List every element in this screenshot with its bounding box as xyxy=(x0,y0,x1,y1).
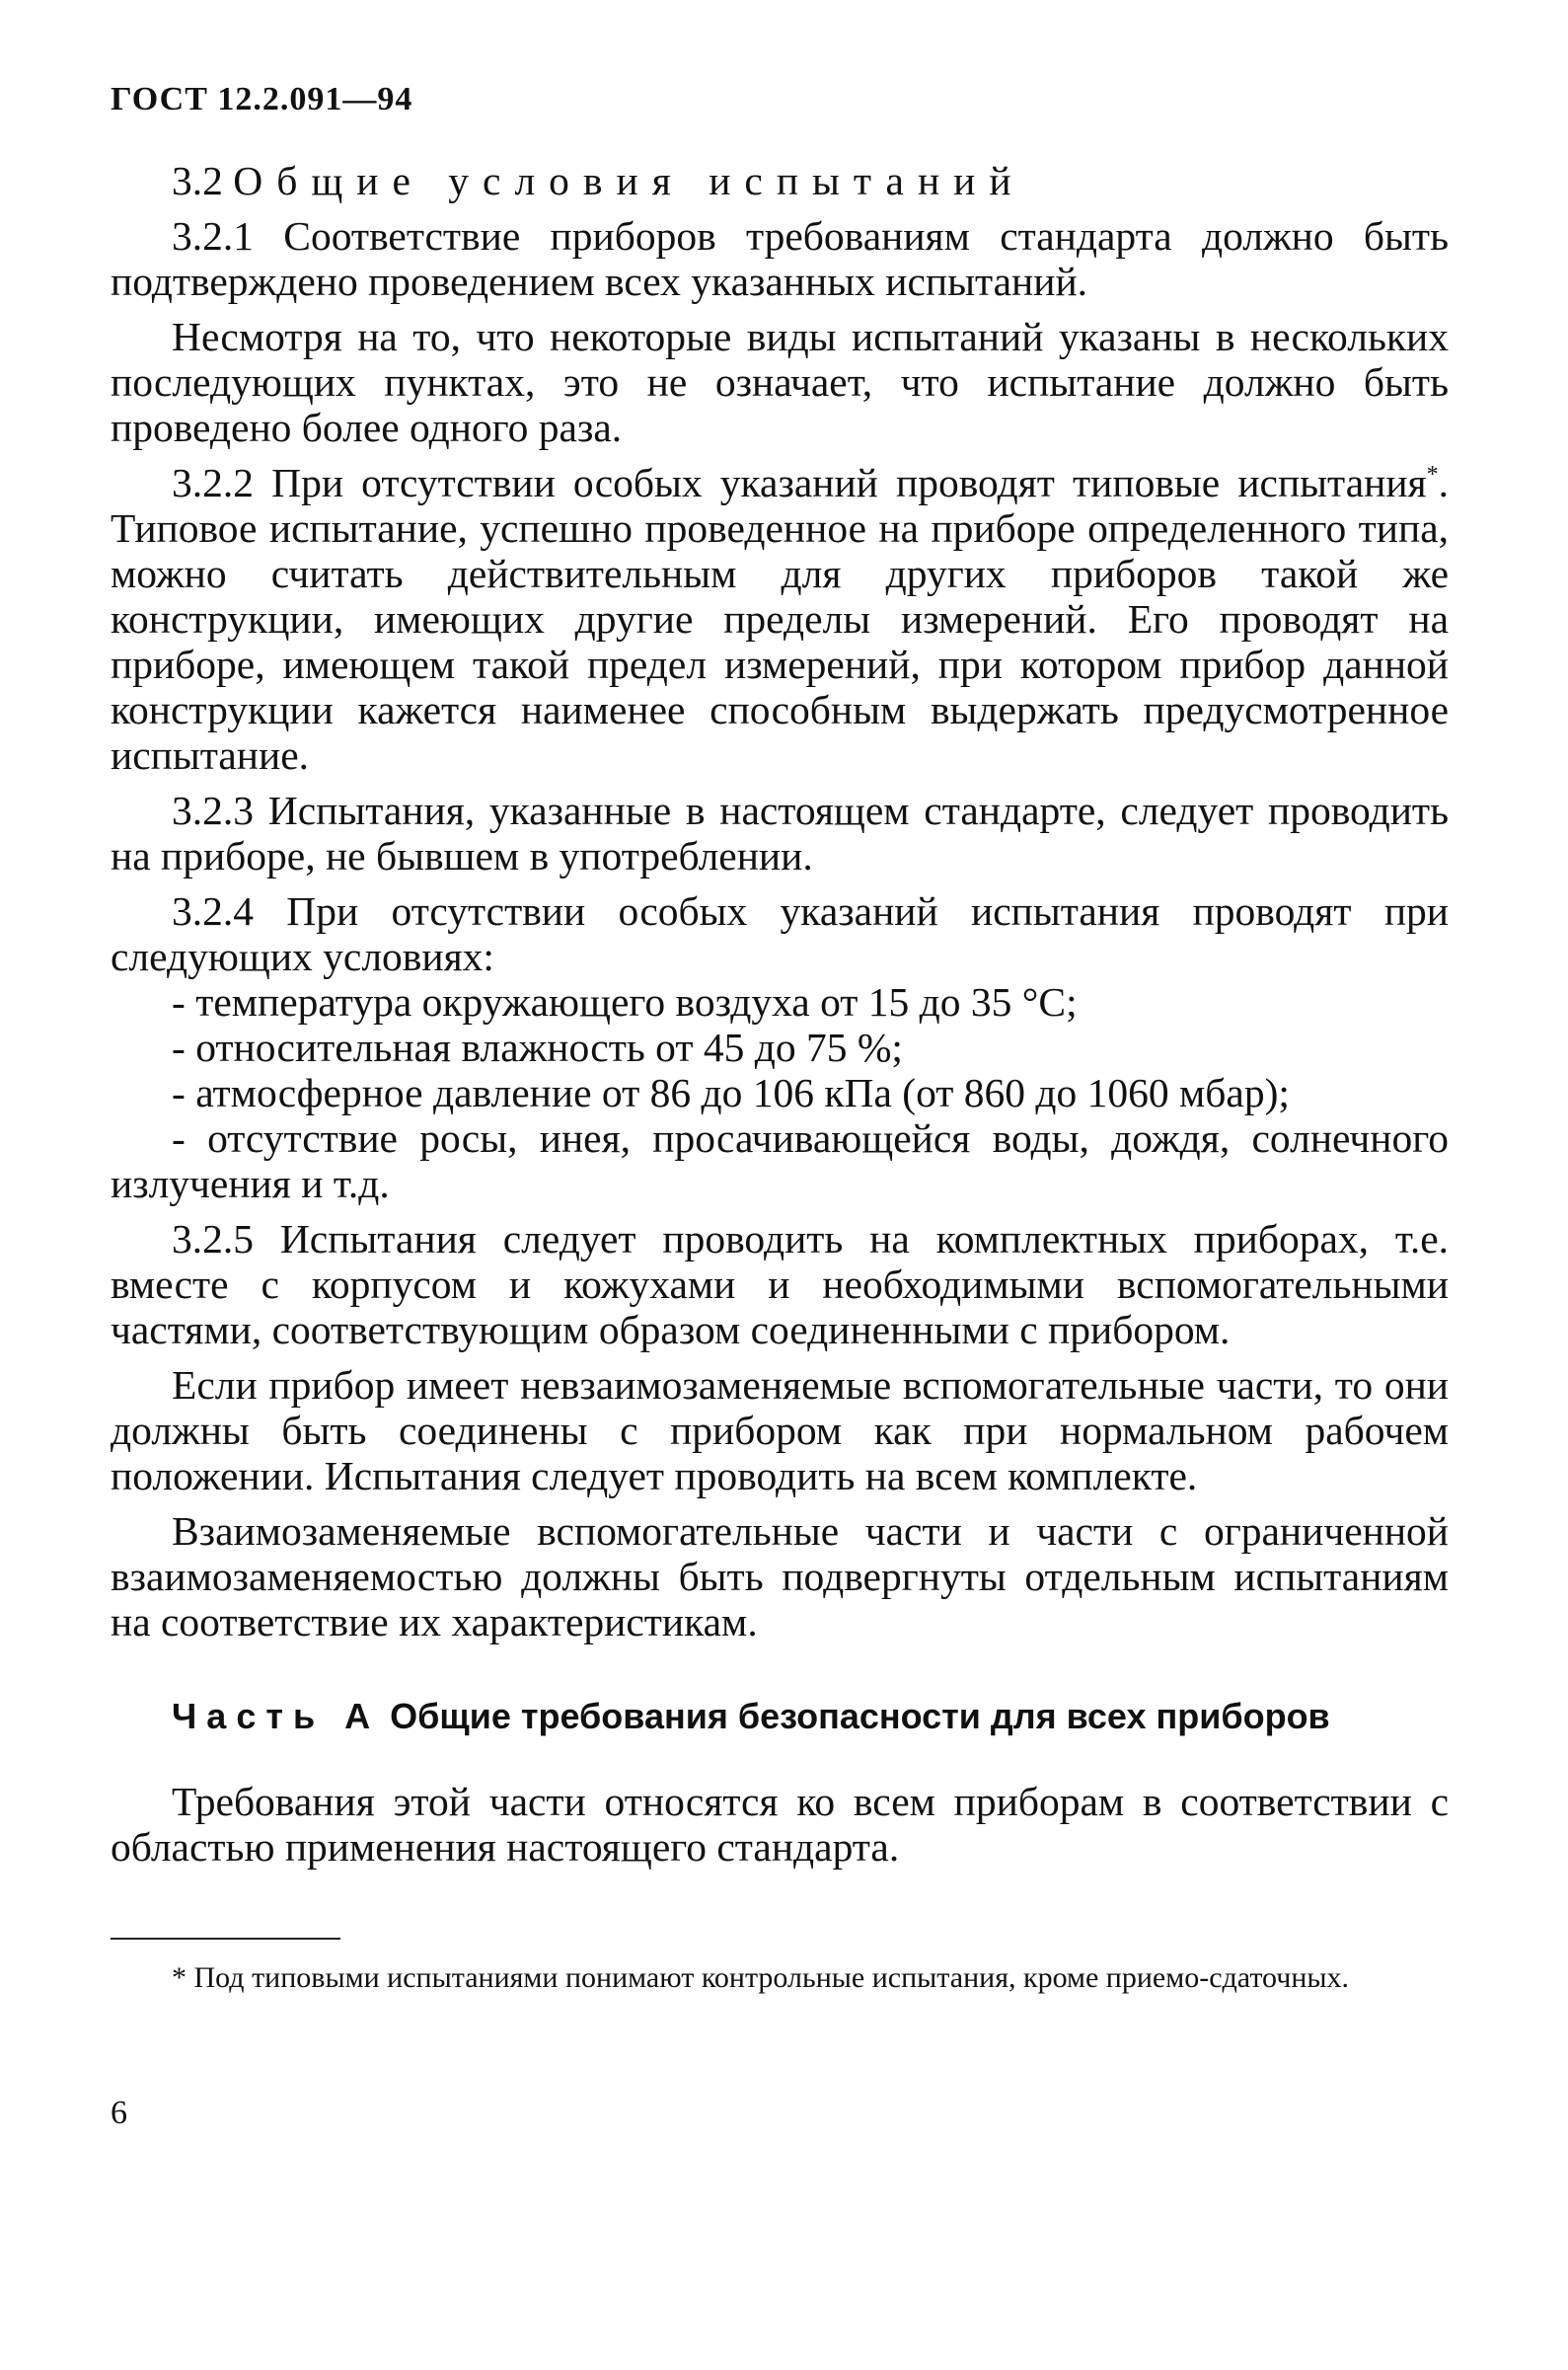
paragraph-3-2-2 xyxy=(111,460,1449,778)
part-a-title: Общие требования безопасности для всех приборов xyxy=(390,1696,1330,1736)
condition-pressure: - атмосферное давление от 86 до 106 кПа (от 860 до 1060 мбар); xyxy=(172,1070,1290,1115)
part-a-text: Требования этой части относятся ко всем приборам в соответствии с областью применения настоящего стандарта. xyxy=(111,1779,1449,1870)
page-number: 6 xyxy=(111,2095,127,2131)
paragraph-note: Несмотря на то, что некоторые виды испытаний указаны в нескольких последующих пунктах, это не означает, что испытание должно быть проведено более одного раза. xyxy=(111,314,1449,450)
paragraph-3-2-5: 3.2.5 Испытания следует проводить на комплектных приборах, т.е. вместе с корпусом и кожухами и необходимыми вспомогательными частями, соответствующим образом соединенными с прибором. xyxy=(111,1216,1449,1352)
footnote-divider xyxy=(111,1938,340,1940)
paragraph-3-2-1: 3.2.1 Соответствие приборов требованиям стандарта должно быть подтверждено проведением всех указанных испытаний. xyxy=(111,213,1449,304)
part-a-label: Часть А xyxy=(172,1696,381,1736)
paragraph-3-2-2-rest: . Типовое испытание, успешно проведенное на приборе определенного типа, можно считать действительным для других приборов такой же конструкции, имеющих другие пределы измерений. Его проводят на приборе, имеющем такой предел измерений, при котором прибор данной конструкции кажется наименее способным выдержать предусмотренное испытание. xyxy=(111,460,1449,778)
footnote-text: Под типовыми испытаниями понимают контрольные испытания, кроме приемо-сдаточных. xyxy=(193,1961,1350,1994)
paragraph-3-2-4: 3.2.4 При отсутствии особых указаний испытания проводят при следующих условиях: xyxy=(111,888,1449,979)
section-title: Общие условия испытаний xyxy=(233,158,1025,203)
footnote xyxy=(111,1960,1449,1996)
part-a-heading xyxy=(111,1694,1449,1739)
document-code-header: ГОСТ 12.2.091—94 xyxy=(111,81,413,117)
paragraph-non-interchangeable: Если прибор имеет невзаимозаменяемые вспомогательные части, то они должны быть соединены с прибором как при нормальном рабочем положении. Испытания следует проводить на всем комплекте. xyxy=(111,1362,1449,1498)
condition-humidity: - относительная влажность от 45 до 75 %; xyxy=(172,1025,903,1070)
section-heading xyxy=(111,158,1449,203)
section-number: 3.2 xyxy=(172,158,223,203)
condition-temperature: - температура окружающего воздуха от 15 до 35 °С; xyxy=(172,979,1078,1025)
page-body xyxy=(111,158,1449,1879)
paragraph-interchangeable: Взаимозаменяемые вспомогательные части и части с ограниченной взаимозаменяемостью должны быть подвергнуты отдельным испытаниям на соответствие их характеристикам. xyxy=(111,1508,1449,1644)
condition-no-dew: - отсутствие росы, инея, просачивающейся воды, дождя, солнечного излучения и т.д. xyxy=(111,1115,1449,1206)
paragraph-3-2-3: 3.2.3 Испытания, указанные в настоящем стандарте, следует проводить на приборе, не бывшем в употреблении. xyxy=(111,788,1449,879)
paragraph-3-2-2-start: 3.2.2 При отсутствии особых указаний проводят типовые испытания xyxy=(172,460,1427,505)
footnote-reference-mark: * xyxy=(1426,462,1439,489)
footnote-mark: * xyxy=(172,1961,187,1994)
